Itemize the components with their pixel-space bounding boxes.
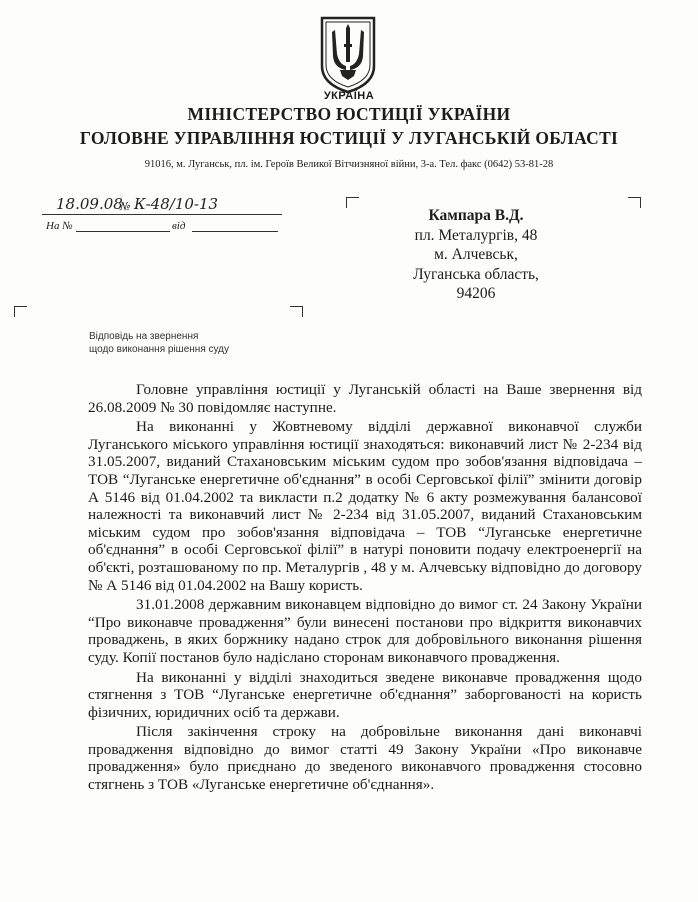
subject-line: Відповідь на звернення xyxy=(89,331,199,342)
outgoing-no-sign: № xyxy=(120,200,131,213)
outgoing-date: 18.09.08 xyxy=(56,195,123,213)
body-paragraph: 31.01.2008 державним виконавцем відповідно до вимог ст. 24 Закону України “Про виконавче провадження” були винесені постанови про відкриття виконавчих проваджень, в яких боржнику надано строк для добровільного виконання рішення суду. Копії постанов було надіслано сторонам виконавчого провадження. xyxy=(88,596,642,666)
recipient-name: Кампара В.Д. xyxy=(428,207,524,224)
recipient-street: пл. Металургів, 48 xyxy=(414,226,538,244)
reference-line xyxy=(42,217,282,235)
trident-coat-of-arms-icon xyxy=(318,14,378,94)
letter-body xyxy=(88,381,642,796)
country-name: УКРАЇНА xyxy=(323,90,375,102)
subject-line: щодо виконання рішення суду xyxy=(89,344,230,355)
body-paragraph: Після закінчення строку на добровільне виконання дані виконавчі провадження відповідно до вимог статті 49 Закону України «Про виконавче провадження» було приєднано до зведеного виконавчого провадження стосовно стягнень з ТОВ «Луганське енергетичне об'єднання». xyxy=(88,723,642,794)
outgoing-number: К-48/10-13 xyxy=(134,195,219,213)
letter-subject xyxy=(89,330,229,356)
address-corner-mark xyxy=(628,197,641,208)
subject-corner-mark xyxy=(14,306,27,317)
letterhead-address: 91016, м. Луганськ, пл. ім. Героїв Великої Вітчизняної війни, 3-а. Тел. факс (0642) 53-81-28 xyxy=(144,159,554,170)
reference-number-blank xyxy=(76,231,170,232)
address-corner-mark xyxy=(346,197,359,208)
reference-number-label: На № xyxy=(46,220,73,232)
recipient-address xyxy=(386,206,566,304)
reference-date-label: від xyxy=(172,220,186,232)
subject-corner-mark xyxy=(290,306,303,317)
department-title: ГОЛОВНЕ УПРАВЛІННЯ ЮСТИЦІЇ У ЛУГАНСЬКІЙ ОБЛАСТІ xyxy=(79,128,619,148)
body-paragraph: На виконанні у відділі знаходиться зведене виконавче провадження щодо стягнення з ТОВ “Луганське енергетичне об'єднання” заборгованості на користь фізичних, юридичних осіб та держави. xyxy=(88,668,642,721)
outgoing-number-block xyxy=(42,196,282,235)
recipient-postcode: 94206 xyxy=(456,285,496,302)
body-paragraph: Головне управління юстиції у Луганській області на Ваше звернення від 26.08.2009 № 30 повідомляє наступне. xyxy=(88,381,642,416)
reference-date-blank xyxy=(192,231,278,232)
recipient-city: м. Алчевськ, xyxy=(434,246,518,263)
outgoing-date-line xyxy=(42,196,282,215)
body-paragraph: На виконанні у Жовтневому відділі державної виконавчої служби Луганського міського управління юстиції знаходяться: виконавчий лист № 2-234 від 31.05.2007, виданий Стахановським міським судом про зобов'язання відповідача – ТОВ “Луганське енергетичне об'єднання” в особі Серговської філії” змінити договір А 5146 від 01.04.2002 та викласти п.2 додатку № 6 акту розмежування балансової належності та виконавчий лист № 2-234 від 31.05.2007, виданий Стахановським міським судом про зобов'язання відповідача – ТОВ “Луганське енергетичне об'єднання” в особі Серговської філії” в натурі поновити подачу електроенергії на об'єкті, розташованому по пр. Металургів , 48 у м. Алчевську відповідно до договору № А 5146 від 01.04.2002 на Вашу користь. xyxy=(88,418,642,594)
ministry-title: МІНІСТЕРСТВО ЮСТИЦІЇ УКРАЇНИ xyxy=(187,104,511,124)
recipient-region: Луганська область, xyxy=(413,265,539,283)
